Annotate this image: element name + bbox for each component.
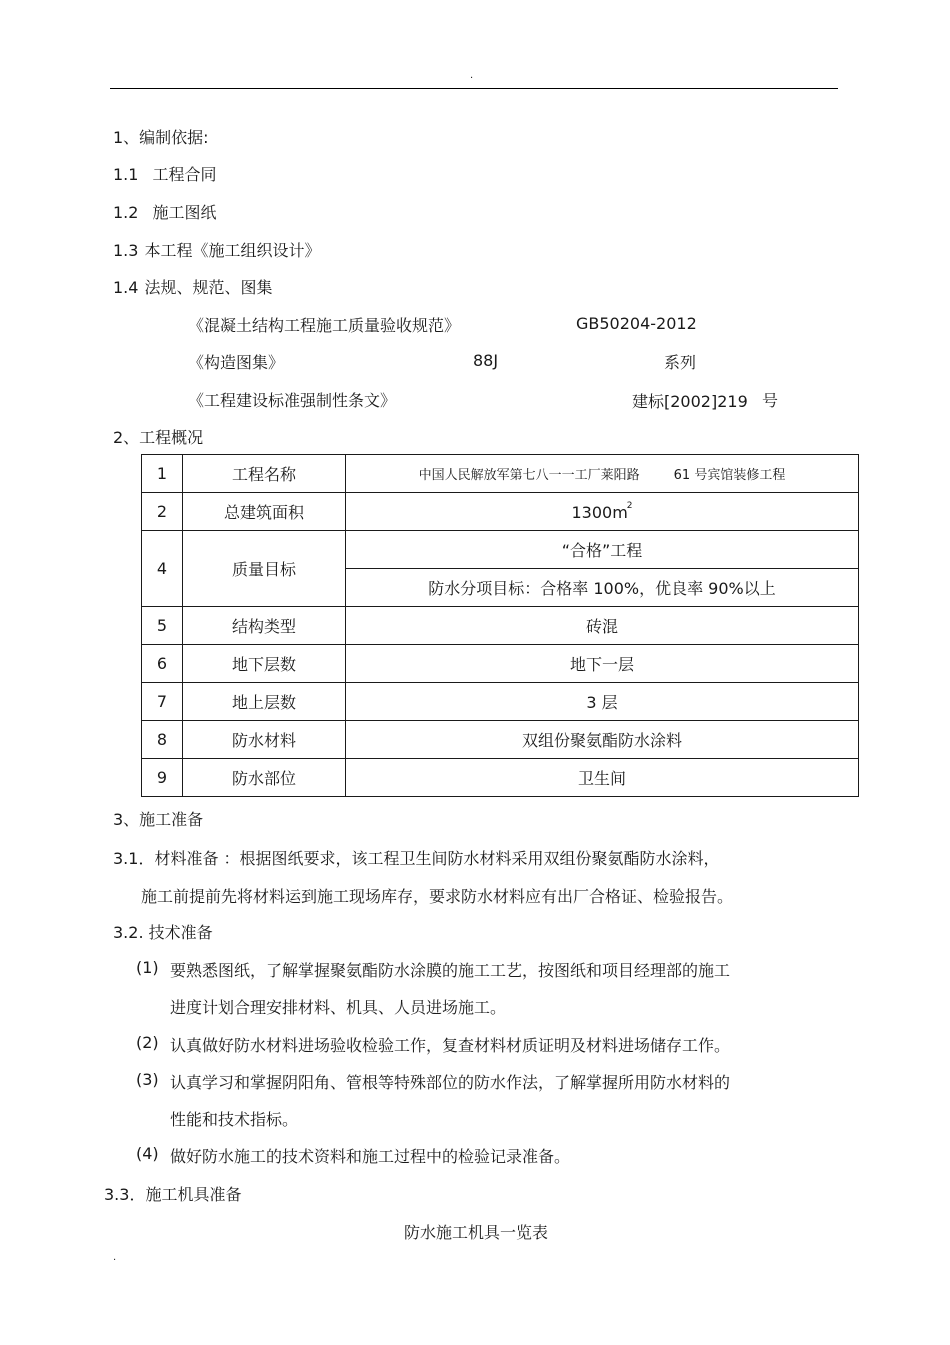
ref-2-suffix: 系列: [664, 353, 697, 372]
row-no: 7: [142, 683, 183, 721]
quality-goal: “合格”工程: [346, 531, 859, 569]
row-label: 防水部位: [183, 759, 346, 797]
item-1-2: [113, 200, 216, 223]
row-value: [346, 493, 859, 531]
item-num: 1.2: [113, 203, 139, 222]
p32-item-2-line1: 认真做好防水材料进场验收检验工作，复查材料材质证明及材料进场储存工作。: [170, 1036, 731, 1055]
row-value: 砖混: [346, 607, 859, 645]
table-row: [142, 531, 859, 569]
item-1-3: [113, 238, 320, 261]
p32-item-1-line2: 进度计划合理安排材料、机具、人员进场施工。: [170, 998, 507, 1017]
p32-item-3-line2: 性能和技术指标。: [170, 1110, 299, 1129]
project-name-part1: 中国人民解放军第七八一一工厂莱阳路: [418, 468, 640, 483]
section-3-title: 3、施工准备: [113, 810, 204, 829]
ref-2-name: 《构造图集》: [188, 353, 285, 372]
row-no: 1: [142, 455, 183, 493]
p31-text-1: 根据图纸要求，该工程卫生间防水材料采用双组份聚氨酯防水涂料，: [239, 849, 720, 868]
section-2-title: 2、工程概况: [113, 428, 204, 447]
row-no: 2: [142, 493, 183, 531]
footer-mark: .: [113, 1252, 117, 1263]
table-row: [142, 645, 859, 683]
header-rule: [110, 88, 838, 89]
row-label: 地下层数: [183, 645, 346, 683]
row-label: 工程名称: [183, 455, 346, 493]
p32-item-3-line1: 认真学习和掌握阴阳角、管根等特殊部位的防水作法，了解掌握所用防水材料的: [170, 1073, 731, 1092]
p32-item-4-line1: 做好防水施工的技术资料和施工过程中的检验记录准备。: [170, 1147, 571, 1166]
table-row: [142, 759, 859, 797]
item-1-4: [113, 275, 272, 298]
ref-2-code: 88J: [473, 351, 499, 370]
table-row: [142, 493, 859, 531]
ref-3-name: 《工程建设标准强制性条文》: [188, 391, 397, 410]
ref-3-code: 建标[2002]219: [632, 392, 748, 411]
item-1-1: [113, 162, 216, 185]
p31-num: 3.1．材料准备 ：: [113, 849, 240, 868]
p32-item-1-line1: 要熟悉图纸，了解掌握聚氨酯防水涂膜的施工工艺，按图纸和项目经理部的施工: [170, 961, 731, 980]
p33-title: 3.3．施工机具准备: [104, 1185, 242, 1204]
area-value: 1300m: [571, 503, 628, 522]
table-caption: 防水施工机具一览表: [404, 1223, 549, 1242]
table-row: [142, 455, 859, 493]
ref-1-code: GB50204-2012: [576, 314, 697, 333]
row-no: 4: [142, 531, 183, 607]
table-row: [142, 683, 859, 721]
p32-item-3-num: (3): [136, 1070, 159, 1089]
row-value: 地下一层: [346, 645, 859, 683]
row-no: 9: [142, 759, 183, 797]
item-text: 施工图纸: [152, 203, 217, 222]
row-label: 总建筑面积: [183, 493, 346, 531]
p32-item-2-num: (2): [136, 1033, 159, 1052]
row-value: 3 层: [346, 683, 859, 721]
section-1-title: 1、编制依据:: [113, 128, 209, 147]
p32-title: 3.2. 技术准备: [113, 923, 213, 942]
p32-item-4-num: (4): [136, 1144, 159, 1163]
row-no: 8: [142, 721, 183, 759]
item-num: 1.1: [113, 165, 139, 184]
p31-line2: 施工前提前先将材料运到施工现场库存，要求防水材料应有出厂合格证、检验报告。: [141, 887, 734, 906]
row-label: 地上层数: [183, 683, 346, 721]
area-unit-superscript: 2: [626, 501, 633, 511]
row-value: [346, 455, 859, 493]
row-no: 5: [142, 607, 183, 645]
item-text: 法规、规范、图集: [144, 278, 273, 297]
p31-line1: [113, 846, 720, 869]
row-label: 结构类型: [183, 607, 346, 645]
header-mark: .: [470, 70, 474, 81]
item-text: 本工程《施工组织设计》: [144, 241, 321, 260]
item-num: 1.3: [113, 241, 139, 260]
row-label: 质量目标: [183, 531, 346, 607]
ref-1-name: 《混凝土结构工程施工质量验收规范》: [188, 316, 461, 335]
p32-item-1-num: (1): [136, 958, 159, 977]
project-name-part2: 61 号宾馆装修工程: [673, 468, 786, 483]
table-row: [142, 607, 859, 645]
waterproof-goal: 防水分项目标：合格率 100%，优良率 90%以上: [346, 569, 859, 607]
row-value: 双组份聚氨酯防水涂料: [346, 721, 859, 759]
row-no: 6: [142, 645, 183, 683]
row-value: 卫生间: [346, 759, 859, 797]
table-row: [142, 721, 859, 759]
overview-table: [141, 454, 859, 797]
item-text: 工程合同: [152, 165, 217, 184]
item-num: 1.4: [113, 278, 139, 297]
ref-3-suffix: 号: [762, 391, 779, 410]
row-label: 防水材料: [183, 721, 346, 759]
